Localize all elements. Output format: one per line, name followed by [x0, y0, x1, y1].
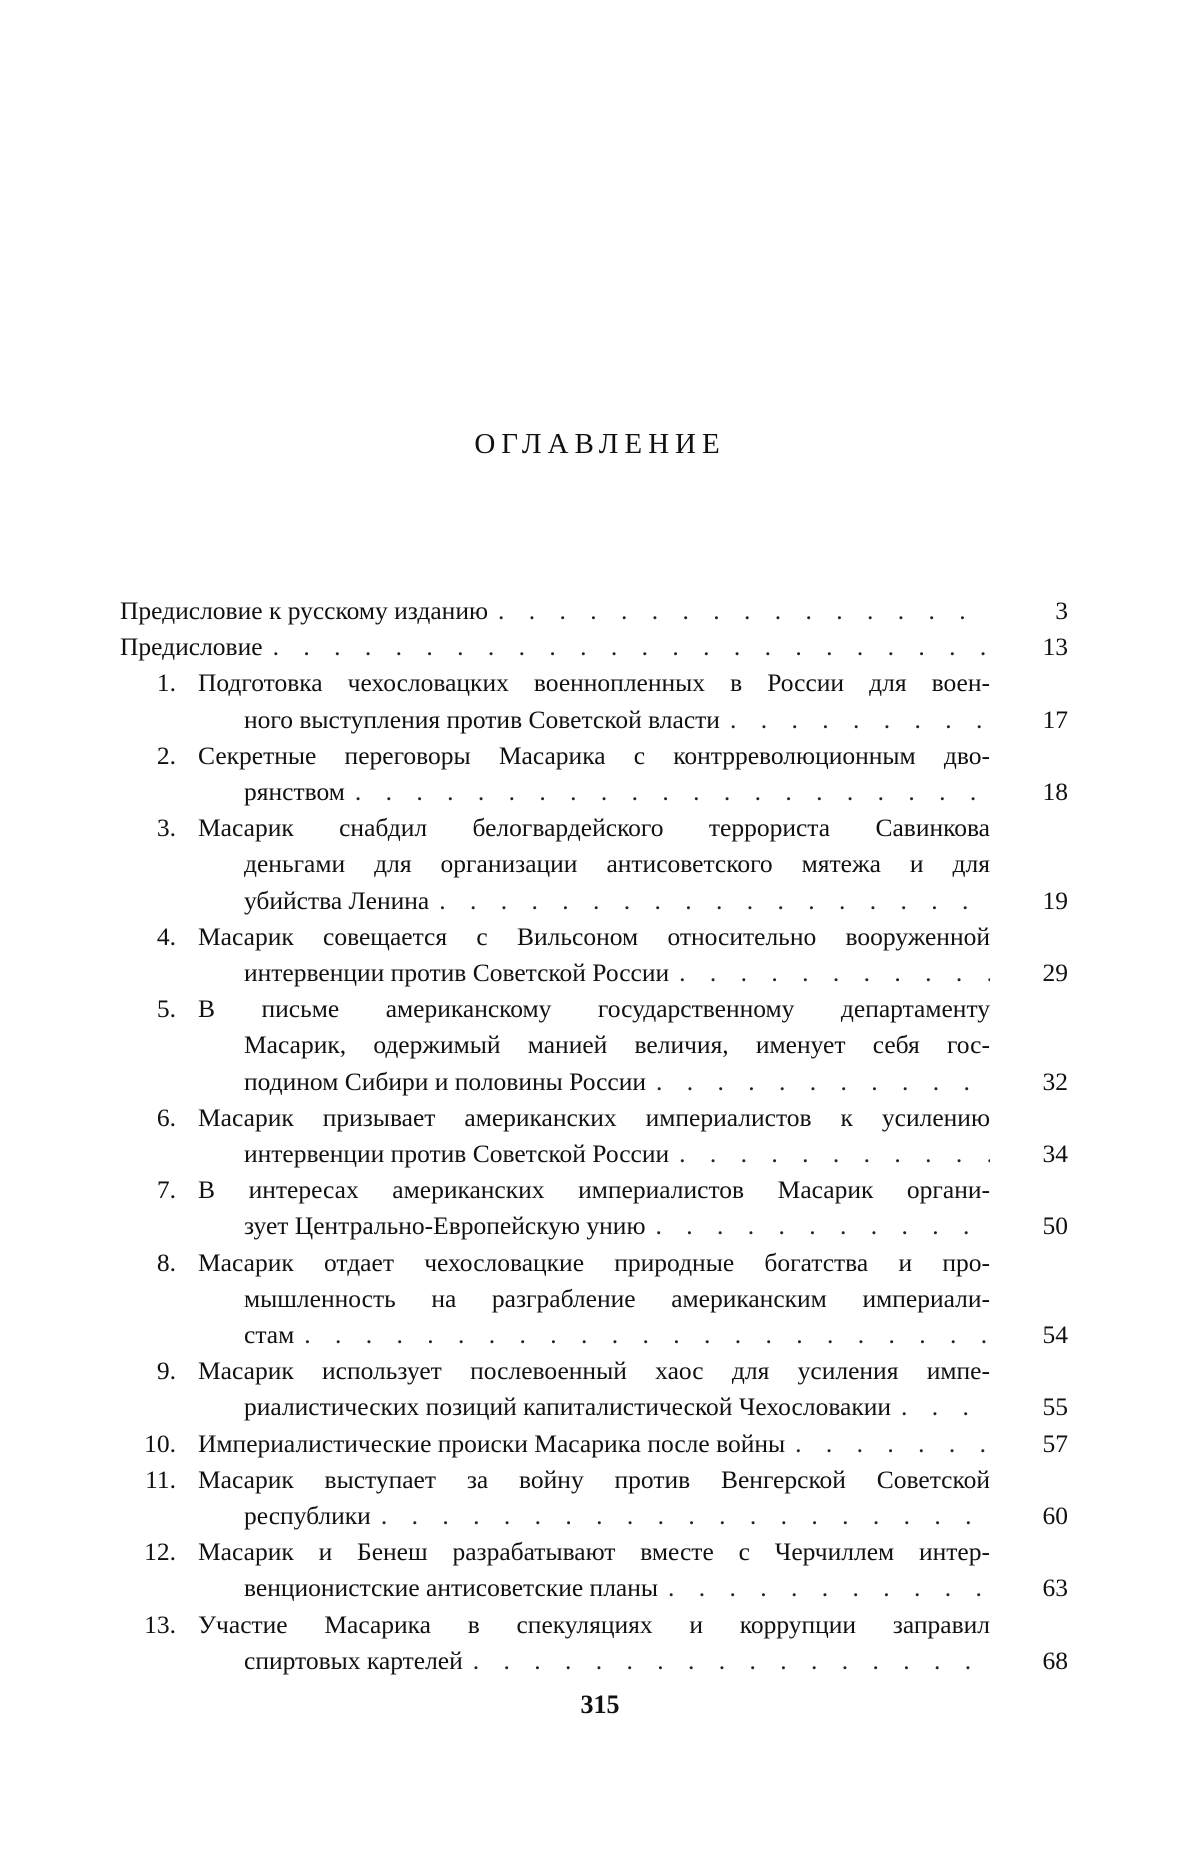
toc-entry-text: Масарик совещается с Вильсоном относительно вооруженной — [198, 919, 990, 955]
dot-leader — [381, 1498, 990, 1534]
toc-entry — [120, 991, 1068, 1100]
toc-entry-page-number: 68 — [998, 1643, 1068, 1679]
toc-entry-number: 12. — [120, 1534, 176, 1570]
toc-entry-text: Масарик использует послевоенный хаос для усиления импе- — [198, 1353, 990, 1389]
toc-entry-last-line — [198, 1643, 990, 1679]
toc-entry-last-line — [198, 702, 990, 738]
dot-leader — [795, 1426, 990, 1462]
toc-entry-last-line — [198, 1208, 990, 1244]
toc-entry-page-number: 29 — [998, 955, 1068, 991]
toc-entry-number: 11. — [120, 1462, 176, 1498]
toc-entry-text: интервенции против Советской России — [244, 955, 669, 991]
toc-entry-text: Подготовка чехословацких военнопленных в России для воен- — [198, 665, 990, 701]
toc-entry-text: деньгами для организации антисоветского мятежа и для — [198, 846, 990, 882]
toc-entry-last-line — [198, 1064, 990, 1100]
toc-entry-number: 5. — [120, 991, 176, 1027]
toc-entry-last-line — [198, 1317, 990, 1353]
toc-entry-page-number: 50 — [998, 1208, 1068, 1244]
toc-entry-last-line — [198, 1136, 990, 1172]
toc-entry-text: Империалистические происки Масарика после войны — [198, 1426, 785, 1462]
toc-entry-text: Масарик выступает за войну против Венгерской Советской — [198, 1462, 990, 1498]
toc-entry-text: Масарик отдает чехословацкие природные богатства и про- — [198, 1245, 990, 1281]
toc-entry-last-line — [198, 1426, 990, 1462]
toc-entry-text: Масарик и Бенеш разрабатывают вместе с Черчиллем интер- — [198, 1534, 990, 1570]
toc-entry-text: республики — [244, 1498, 371, 1534]
toc-entry-last-line — [120, 593, 990, 629]
toc-entry — [120, 1462, 1068, 1534]
toc-entry-number: 6. — [120, 1100, 176, 1136]
dot-leader — [439, 883, 990, 919]
toc-entry-page-number: 54 — [998, 1317, 1068, 1353]
toc-entry-text: В письме американскому государственному департаменту — [198, 991, 990, 1027]
toc-entry-text: Масарик снабдил белогвардейского террориста Савинкова — [198, 810, 990, 846]
toc-entry-number: 1. — [120, 665, 176, 701]
toc-entry-text: Масарик призывает американских империалистов к усилению — [198, 1100, 990, 1136]
dot-leader — [355, 774, 990, 810]
toc-entry — [120, 1172, 1068, 1244]
toc-entry-page-number: 32 — [998, 1064, 1068, 1100]
toc-entry-page-number: 57 — [998, 1426, 1068, 1462]
toc-entry-last-line — [120, 629, 990, 665]
toc-entry-last-line — [198, 1498, 990, 1534]
page-folio: 315 — [0, 1690, 1200, 1720]
dot-leader — [730, 702, 990, 738]
dot-leader — [668, 1570, 990, 1606]
toc-entry-page-number: 34 — [998, 1136, 1068, 1172]
toc-entry — [120, 629, 1068, 665]
dot-leader — [273, 629, 990, 665]
toc-entry-text: стам — [244, 1317, 294, 1353]
toc-entry-text: В интересах американских империалистов Масарик органи- — [198, 1172, 990, 1208]
toc-entry-last-line — [198, 883, 990, 919]
toc-entry — [120, 1607, 1068, 1679]
toc-entry-text: мышленность на разграбление американским империали- — [198, 1281, 990, 1317]
toc-entry-text: рянством — [244, 774, 345, 810]
toc-entry-text: убийства Ленина — [244, 883, 429, 919]
toc-entry — [120, 1245, 1068, 1354]
toc-entry-page-number: 60 — [998, 1498, 1068, 1534]
toc-entry-last-line — [198, 1570, 990, 1606]
dot-leader — [679, 955, 990, 991]
toc-entry — [120, 1353, 1068, 1425]
toc-entry-number: 7. — [120, 1172, 176, 1208]
table-of-contents — [120, 593, 1068, 1679]
toc-entry-number: 2. — [120, 738, 176, 774]
toc-entry-text: ного выступления против Советской власти — [244, 702, 720, 738]
toc-entry-text: подином Сибири и половины России — [244, 1064, 646, 1100]
toc-entry — [120, 810, 1068, 919]
dot-leader — [304, 1317, 990, 1353]
toc-entry-text: Предисловие к русскому изданию — [120, 593, 488, 629]
toc-entry-page-number: 19 — [998, 883, 1068, 919]
toc-entry-text: спиртовых картелей — [244, 1643, 463, 1679]
toc-entry-number: 10. — [120, 1426, 176, 1462]
dot-leader — [473, 1643, 990, 1679]
toc-entry-last-line — [198, 1389, 990, 1425]
toc-entry — [120, 738, 1068, 810]
toc-entry-text: Участие Масарика в спекуляциях и коррупции заправил — [198, 1607, 990, 1643]
toc-entry — [120, 593, 1068, 629]
toc-entry-number: 13. — [120, 1607, 176, 1643]
dot-leader — [498, 593, 990, 629]
dot-leader — [679, 1136, 990, 1172]
dot-leader — [656, 1064, 990, 1100]
toc-entry-last-line — [198, 955, 990, 991]
toc-entry — [120, 1100, 1068, 1172]
toc-entry-page-number: 13 — [998, 629, 1068, 665]
dot-leader — [901, 1389, 990, 1425]
toc-entry-number: 3. — [120, 810, 176, 846]
page-title: ОГЛАВЛЕНИЕ — [0, 428, 1200, 461]
toc-entry-text: зует Центрально-Европейскую унию — [244, 1208, 646, 1244]
toc-entry — [120, 1534, 1068, 1606]
toc-entry-page-number: 17 — [998, 702, 1068, 738]
toc-entry — [120, 1426, 1068, 1462]
toc-entry-text: Предисловие — [120, 629, 263, 665]
toc-entry — [120, 919, 1068, 991]
toc-entry-text: Масарик, одержимый манией величия, именует себя гос- — [198, 1027, 990, 1063]
toc-entry-number: 9. — [120, 1353, 176, 1389]
toc-entry-page-number: 55 — [998, 1389, 1068, 1425]
toc-entry — [120, 665, 1068, 737]
toc-entry-page-number: 18 — [998, 774, 1068, 810]
toc-entry-page-number: 63 — [998, 1570, 1068, 1606]
toc-entry-number: 8. — [120, 1245, 176, 1281]
toc-entry-page-number: 3 — [998, 593, 1068, 629]
toc-entry-last-line — [198, 774, 990, 810]
toc-entry-text: риалистических позиций капиталистической Чехословакии — [244, 1389, 891, 1425]
toc-entry-text: венционистские антисоветские планы — [244, 1570, 658, 1606]
toc-entry-text: Секретные переговоры Масарика с контрреволюционным дво- — [198, 738, 990, 774]
toc-entry-text: интервенции против Советской России — [244, 1136, 669, 1172]
dot-leader — [656, 1208, 990, 1244]
toc-entry-number: 4. — [120, 919, 176, 955]
